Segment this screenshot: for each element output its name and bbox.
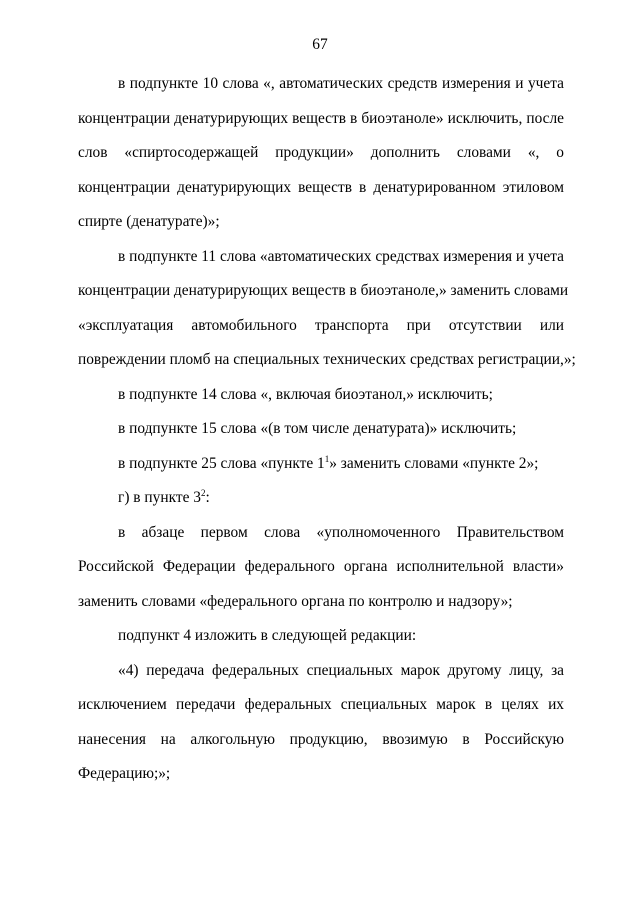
paragraph-line: в подпункте 15 слова «(в том числе денатурата)» исключить;	[118, 420, 517, 437]
page-number: 67	[312, 36, 328, 53]
superscript: 2	[200, 488, 206, 498]
paragraph-line: концентрации денатурирующих веществ в денатурированном этиловом	[78, 179, 564, 196]
paragraph-line: исключением передачи федеральных специальных марок в целях их	[78, 696, 564, 713]
paragraph-line: в абзаце первом слова «уполномоченного Правительством	[118, 524, 564, 541]
superscript: 1	[324, 454, 330, 464]
paragraph-line: спирте (денатурате)»;	[78, 213, 220, 230]
paragraph-line: Российской Федерации федерального органа исполнительной власти»	[78, 558, 564, 575]
paragraph-line	[118, 456, 564, 471]
line-text: в подпункте 25 слова «пункте 1	[118, 455, 325, 472]
paragraph-line: концентрации денатурирующих веществ в биоэтаноле,» заменить словами	[78, 282, 569, 299]
paragraph-line: в подпункте 11 слова «автоматических средствах измерения и учета	[118, 248, 564, 265]
paragraph-line: повреждении пломб на специальных технических средствах регистрации,»;	[78, 351, 576, 368]
paragraph-line: «4) передача федеральных специальных марок другому лицу, за	[118, 662, 564, 679]
line-text: » заменить словами «пункте 2»;	[329, 455, 539, 472]
paragraph-line: концентрации денатурирующих веществ в биоэтаноле» исключить, после	[78, 110, 564, 127]
paragraph-line: слов «спиртосодержащей продукции» дополнить словами «, о	[78, 144, 564, 161]
paragraph-line: Федерацию;»;	[78, 765, 171, 782]
paragraph-line: в подпункте 10 слова «, автоматических средств измерения и учета	[118, 75, 564, 92]
paragraph-line: заменить словами «федерального органа по контролю и надзору»;	[78, 593, 513, 610]
paragraph-line: «эксплуатация автомобильного транспорта при отсутствии или	[78, 317, 564, 334]
line-text: :	[205, 489, 210, 506]
line-text: г) в пункте 3	[118, 489, 201, 506]
paragraph-line: в подпункте 14 слова «, включая биоэтанол,» исключить;	[118, 386, 493, 403]
paragraph-line: подпункт 4 изложить в следующей редакции:	[118, 627, 417, 644]
paragraph-line	[118, 490, 564, 505]
paragraph-line: нанесения на алкогольную продукцию, ввозимую в Российскую	[78, 731, 564, 748]
